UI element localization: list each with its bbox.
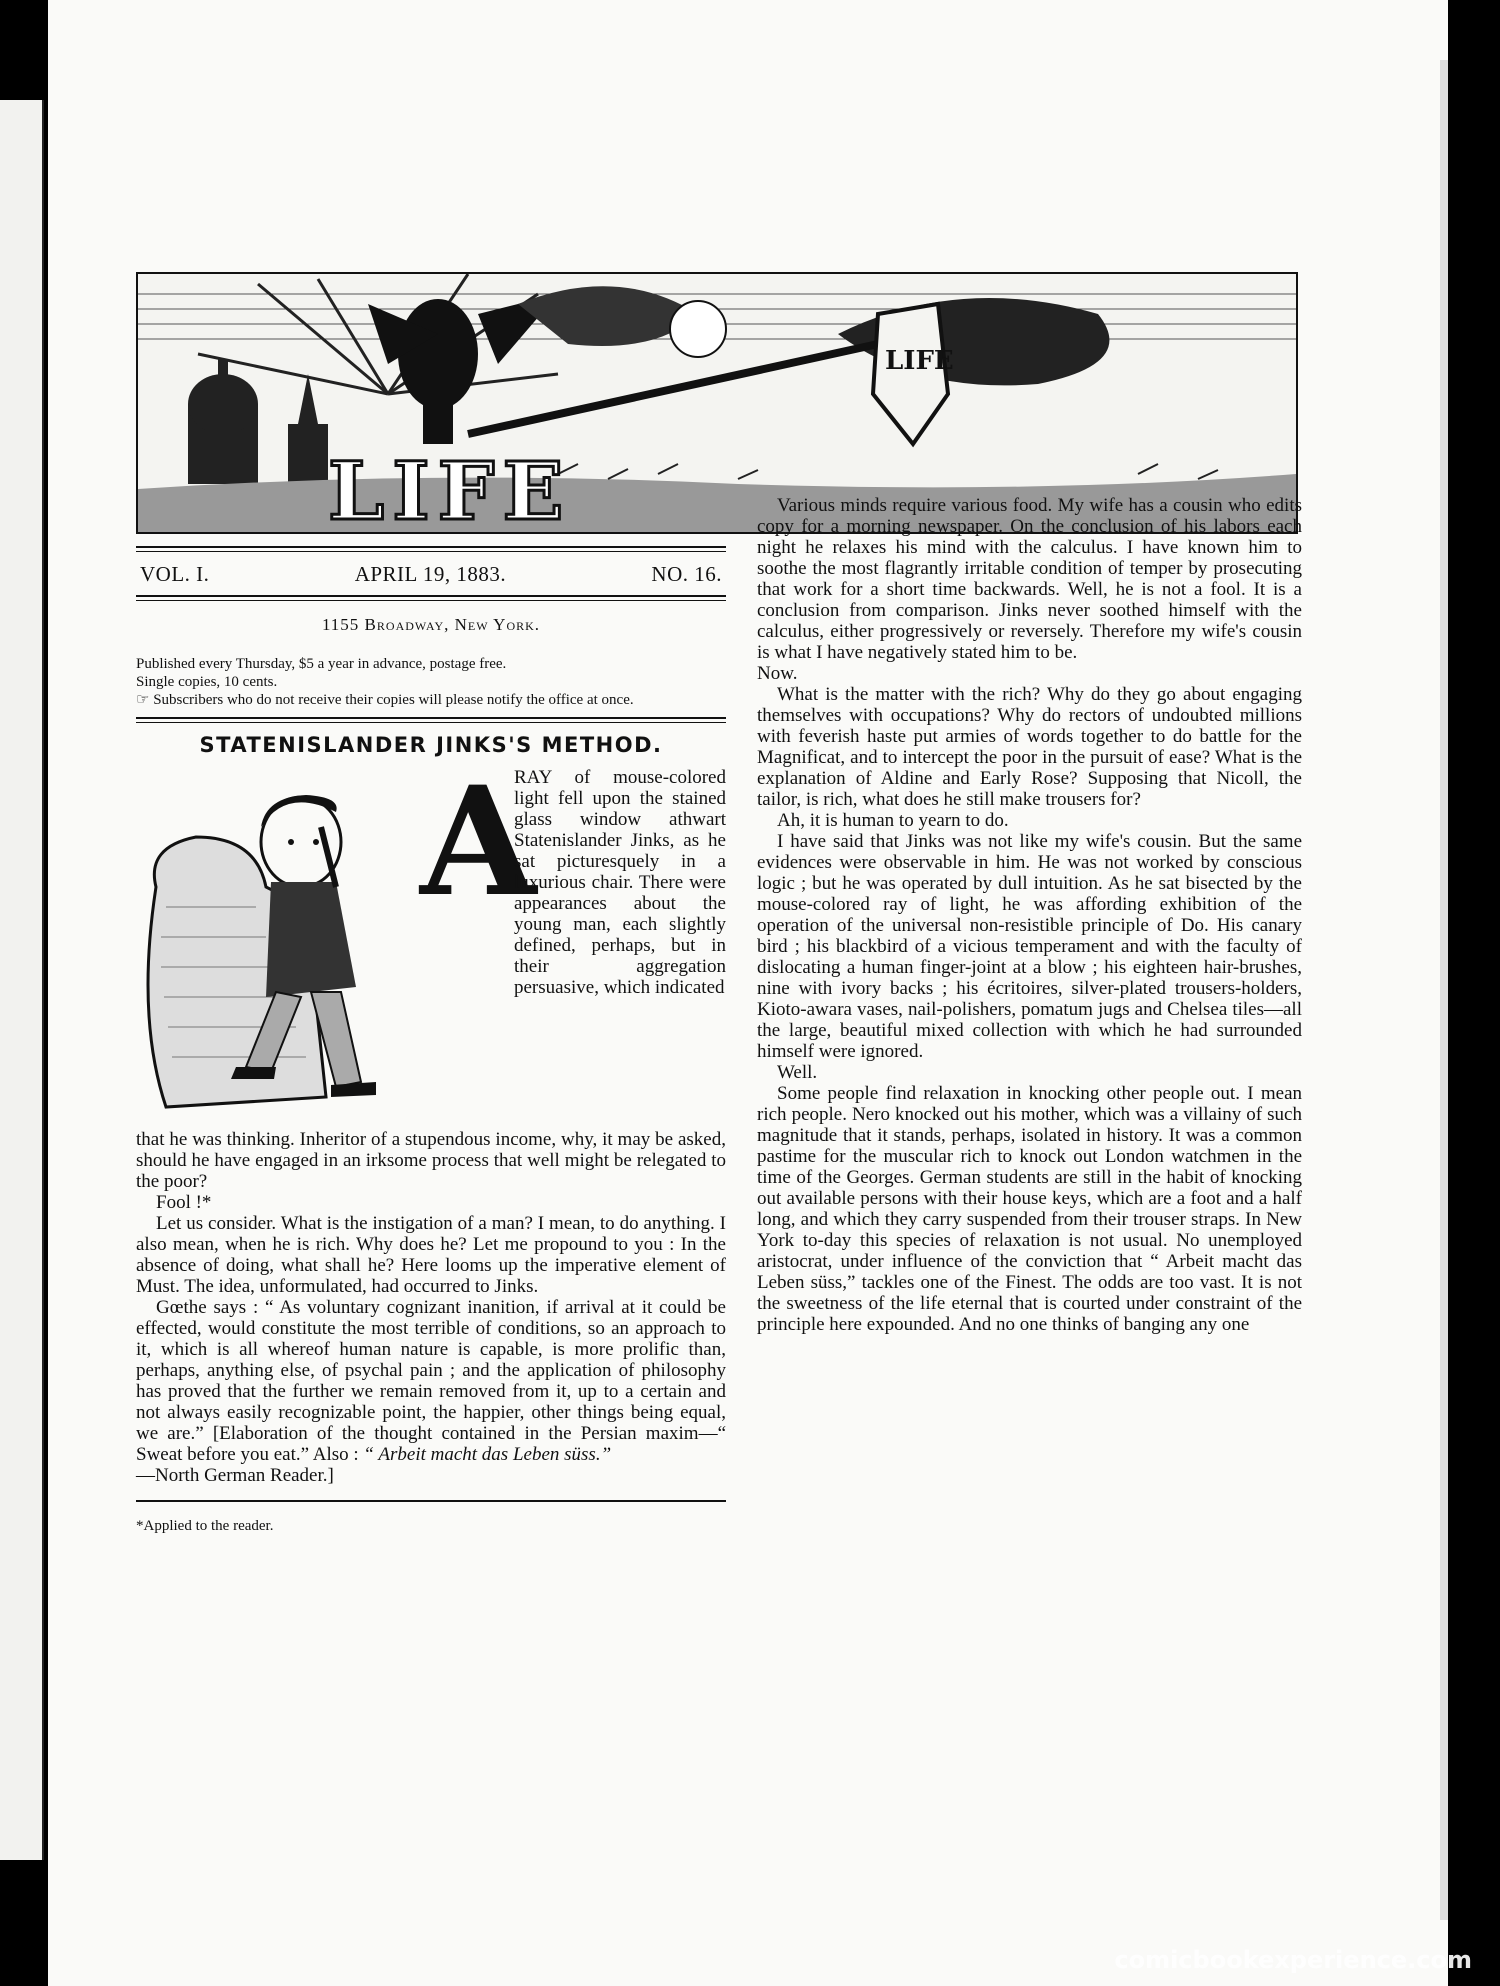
pub-line-3 bbox=[136, 691, 726, 709]
paragraph: Let us consider. What is the instigation of a man? I mean, to do anything. I also mean, when he is rich. Why does he? Let me propound to you : In the absence of doing, what shall he? Here looms up the imperative element of Must. The idea, unformulated, had occurred to Jinks. bbox=[136, 1213, 726, 1297]
divider bbox=[136, 717, 726, 723]
left-column bbox=[136, 546, 726, 1535]
issue-date: APRIL 19, 1883. bbox=[354, 562, 507, 586]
divider bbox=[136, 595, 726, 601]
opening-text: RAY of mouse-colored light fell upon the stained glass window athwart Statenislander Jinks, as he sat picturesquely in a luxurious chair. There were appearances about the young man, each slightly defined, perhaps, but in their aggregation persuasive, which indicated bbox=[514, 767, 726, 998]
pub-line-1: Published every Thursday, $5 a year in advance, postage free. bbox=[136, 656, 507, 672]
paragraph: Ah, it is human to yearn to do. bbox=[777, 810, 1009, 831]
paragraph bbox=[136, 1297, 726, 1465]
article-title: STATENISLANDER JINKS'S METHOD. bbox=[199, 733, 663, 757]
pointing-hand-icon: ☞ bbox=[136, 692, 150, 708]
publication-info bbox=[136, 655, 726, 709]
paragraph: What is the matter with the rich? Why do they go about engaging themselves with occupations? Why do rectors of undoubted millions with feverish haste put armies of words together to do battle for the Magnificat, and to intercept the poor in the pursuit of ease? What is the explanation of Aldine and Early Rose? Supposing that Nicoll, the tailor, is rich, what does he still make trousers for? bbox=[757, 684, 1302, 810]
footnote: *Applied to the reader. bbox=[136, 1518, 274, 1534]
issue-line bbox=[136, 552, 726, 595]
paragraph: Well. bbox=[777, 1062, 818, 1083]
footnote-divider bbox=[136, 1500, 726, 1502]
paragraph: I have said that Jinks was not like my wife's cousin. But the same evidences were observable in him. He was not worked by conscious logic ; but he was operated by dull intuition. As he sat bisected by the mouse-colored ray of light, he was affording exhibition of the operation of the universal non-resistible principle of Do. His canary bird ; his blackbird of a vicious temperament and with the faculty of dislocating a human finger-joint at a blow ; his eighteen hair-brushes, nine with ivory backs ; his écritoires, silver-plated trousers-holders, Kioto-awara vases, nail-polishers, pomatum jugs and Chelsea tiles—all the large, beautiful mixed collection with which he had surrounded himself were ignored. bbox=[757, 831, 1302, 1062]
pub-line-3-text: Subscribers who do not receive their copies will please notify the office at once. bbox=[149, 692, 634, 708]
volume: VOL. I. bbox=[140, 562, 210, 586]
paragraph: Some people find relaxation in knocking other people out. I mean rich people. Nero knocked out his mother, which was a villainy of such magnitude that it stands, perhaps, isolated in history. It was a common pastime for the muscular rich to knock out London watchmen in the time of the Georges. German students are still in the habit of knocking out available persons with their house keys, which are a foot and a half long, and which they carry suspended from their trouser straps. In New York to-day this species of relaxation is not usual. No unemployed aristocrat, under influence of the conviction that “ Arbeit macht das Leben süss,” tackles one of the Finest. The odds are too vast. It is not the sweetness of the life eternal that is courted under constraint of the principle here expounded. And no one thinks of banging any one bbox=[757, 1083, 1302, 1335]
paragraph: Fool !* bbox=[156, 1192, 212, 1213]
shield-text: LIFE bbox=[885, 346, 954, 376]
paragraph: Various minds require various food. My wife has a cousin who edits copy for a morning newspaper. On the conclusion of his labors each night he relaxes his mind with the calculus. I have known him to soothe the most flagrantly irritable condition of temper by prosecuting that work for a short time backwards. Well, he is not a fool. It is a conclusion from comparison. Jinks never soothed himself with the calculus, either progressively or reversely. Therefore my wife's cousin is what I have negatively stated him to be. bbox=[757, 495, 1302, 663]
article-opening bbox=[136, 754, 726, 1129]
paragraph: that he was thinking. Inheritor of a stupendous income, why, it may be asked, should he have engaged in an irksome process that well might be relegated to the poor? bbox=[136, 1129, 726, 1192]
right-column bbox=[757, 495, 1302, 1335]
adjacent-page-edge bbox=[0, 100, 44, 1860]
drop-cap: A bbox=[420, 754, 537, 930]
paragraph-text: Gœthe says : “ As voluntary cognizant inanition, if arrival at it could be effected, would constitute the most terrible of conditions, so an approach to it, which is all whereof human nature is capable, is more prolific than, perhaps, anything else, of psychal pain ; and the application of philosophy has proved that the further we remain removed from it, up to a certain and not always easily recognizable point, the happier, other things being equal, we are.” [Elaboration of the thought contained in the Persian maxim—“ Sweat before you eat.” Also : bbox=[136, 1297, 726, 1465]
masthead-title: LIFE bbox=[328, 444, 572, 532]
address: 1155 Broadway, New York. bbox=[321, 615, 541, 634]
jinks-illustration bbox=[136, 767, 436, 1127]
page-edge bbox=[1440, 60, 1448, 1920]
quote-source: —North German Reader.] bbox=[136, 1465, 334, 1486]
masthead-engraving bbox=[138, 274, 1296, 532]
german-quote: “ Arbeit macht das Leben süss.” bbox=[363, 1444, 612, 1465]
paragraph: Now. bbox=[757, 663, 798, 684]
left-body-text bbox=[136, 1129, 726, 1486]
watermark: comicbookexperience.com bbox=[1114, 1946, 1472, 1974]
pub-line-2: Single copies, 10 cents. bbox=[136, 674, 278, 690]
issue-number: NO. 16. bbox=[651, 562, 722, 586]
